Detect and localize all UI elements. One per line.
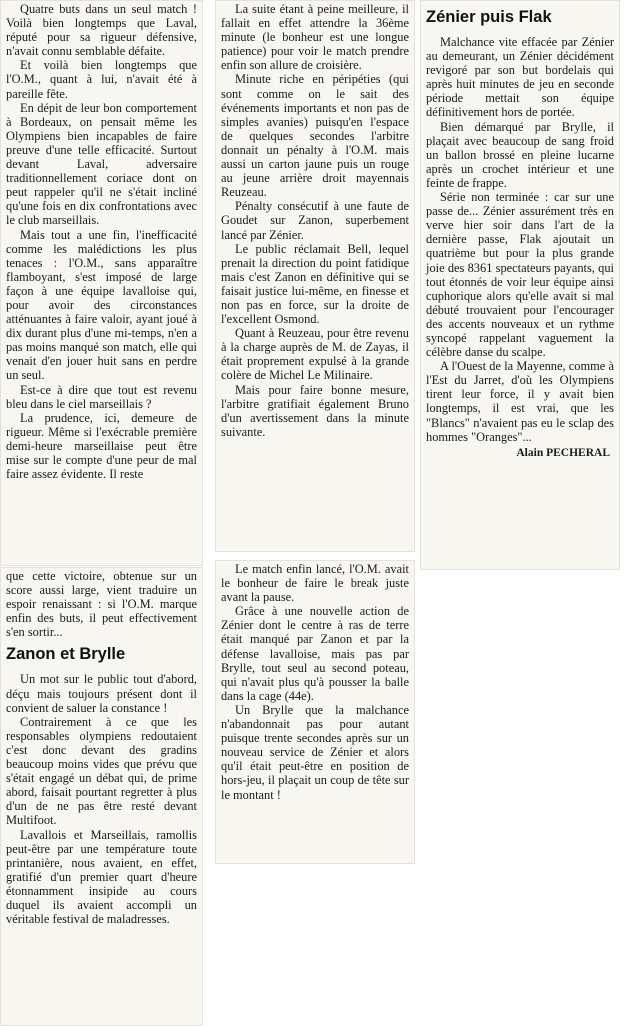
paragraph: Un Brylle que la malchance n'abandonnait pas pour autant puisque trente secondes après sur un nouveau service de Zénier et alors qu'il était peut-être en position de hors-jeu, il plaçait un coup de tête sur le montant ! (221, 702, 409, 802)
paragraph: Minute riche en péripéties (qui sont comme on le sait des événements importants et non pas de simples avanies) puisqu'en l'espace de quelques secondes l'arbitre donnait un pénalty à l'O.M. mais aussi un carton jaune puis un rouge au jeune arrière droit mayennais Reuzeau. (221, 72, 409, 200)
section-heading: Zanon et Brylle (6, 645, 126, 664)
paragraph: Contrairement à ce que les responsables olympiens redoutaient c'est donc devant des gradins beaucoup moins vides que prévu que s'était engagé un débat qui, de prime abord, faisait pourtant regretter à plus d'un de ne pas être resté devant Multifoot. (6, 714, 197, 828)
paragraph: La suite étant à peine meilleure, il fallait en effet attendre la 36ème minute (le bonheur est une longue patience) pour voir le match prendre enfin son allure de croisière. (221, 2, 409, 73)
paragraph: Bien démarqué par Brylle, il plaçait avec beaucoup de sang froid un ballon brossé en pleine lucarne après un crochet intérieur et une feinte de frappe. (426, 119, 614, 190)
paragraph: Malchance vite effacée par Zénier au demeurant, un Zénier décidément revigoré par son but bordelais qui après huit minutes de jeu en seconde période mettait son équipe définitivement hors de portée. (426, 35, 614, 120)
paragraph: Est-ce à dire que tout est revenu bleu dans le ciel marseillais ? (6, 382, 197, 411)
article-column-1 (0, 0, 203, 566)
article-column-4 (215, 560, 415, 864)
paragraph: Et voilà bien longtemps que l'O.M., quant à lui, n'avait été à pareille fête. (6, 58, 197, 101)
paragraph: Mais pour faire bonne mesure, l'arbitre gratifiait également Bruno d'un avertissement dans la minute suivante. (221, 382, 409, 439)
paragraph: Quatre buts dans un seul match ! Voilà bien longtemps que Laval, réputé pour sa rigueur défensive, n'avait connu semblable défaite. (6, 2, 197, 59)
paragraph: Un mot sur le public tout d'abord, déçu mais toujours présent dont il convient de saluer la constance ! (6, 672, 197, 715)
section-heading: Zénier puis Flak (426, 8, 552, 26)
paragraph: Le public réclamait Bell, lequel prenait la direction du point fatidique mais c'est Zanon en définitive qui se faisait justice lui-même, en finesse et non pas en force, sur la droite de l'excellent Osmond. (221, 241, 409, 327)
paragraph: Pénalty consécutif à une faute de Goudet sur Zanon, superbement lancé par Zénier. (221, 199, 409, 242)
paragraph: Lavallois et Marseillais, ramollis peut-être par une température toute printanière, nous avaient, en effet, gratifié d'un premier quart d'heure étonnamment insipide au cours duquel ils avaient accompli un véritable festival de maladresses. (6, 827, 197, 927)
paragraph: Quant à Reuzeau, pour être revenu à la charge auprès de M. de Zayas, il était proprement expulsé à la grande colère de Michel Le Milinaire. (221, 326, 409, 383)
paragraph: A l'Ouest de la Mayenne, comme à l'Est du Jarret, d'où les Olympiens tirent leur force, il y avait bien longtemps, il est vrai, que les "Blancs" n'avaient pas eu le sclap des hommes "Oranges"... (426, 359, 614, 444)
paragraph: Grâce à une nouvelle action de Zénier dont le centre à ras de terre était manqué par Zanon et par la défense lavalloise, mais pas par Brylle, tout seul au second poteau, qui n'avait plus qu'à pousser la balle dans la cage (44e). (221, 604, 409, 703)
paragraph: Série non terminée : car sur une passe de... Zénier assurément très en verve hier soir dans l'art de la dernière passe, Flak ajoutait un quatrième but pour la plus grande joie des 8361 spectateurs payants, qui tout étonnés de voir leur équipe ainsi cuphorique alors qu'elle avait si mal débuté trouvaient pour l'encourager des accents nouveaux et un rythme syncopé rappelant vaguement la célèbre danse du scalpe. (426, 190, 614, 360)
author-signature: Alain PECHERAL (516, 446, 610, 459)
article-column-3 (215, 0, 415, 552)
paragraph: Mais tout a une fin, l'inefficacité comme les malédictions les plus tenaces : l'O.M., sans apparaître flamboyant, s'est imposé de large façon à une équipe lavalloise qui, pour avoir des circonstances atténuantes à faire valoir, ayant joué à dix durant plus d'une mi-temps, n'en a pas moins manqué son match, elle qui venait d'en jouer huit sans en perdre un seul. (6, 227, 197, 383)
article-column-2 (0, 567, 203, 1026)
paragraph: Le match enfin lancé, l'O.M. avait le bonheur de faire le break juste avant la pause. (221, 562, 409, 605)
paragraph: En dépit de leur bon comportement à Bordeaux, on pensait même les Olympiens bien incapables de faire preuve d'une telle efficacité. Surtout devant Laval, adversaire traditionnellement coriace dont on peut rappeler qu'il ne s'était incliné qu'une fois en dix confrontations avec le club marseillais. (6, 100, 197, 228)
paragraph: que cette victoire, obtenue sur un score aussi large, vient traduire un espoir renaissant : si l'O.M. marque enfin des buts, il peut effectivement s'en sortir... (6, 569, 197, 640)
article-column-5 (420, 0, 620, 570)
paragraph: La prudence, ici, demeure de rigueur. Même si l'exécrable première demi-heure marseillaise peut être mise sur le compte d'une peur de mal faire assez évidente. Il reste (6, 410, 197, 482)
